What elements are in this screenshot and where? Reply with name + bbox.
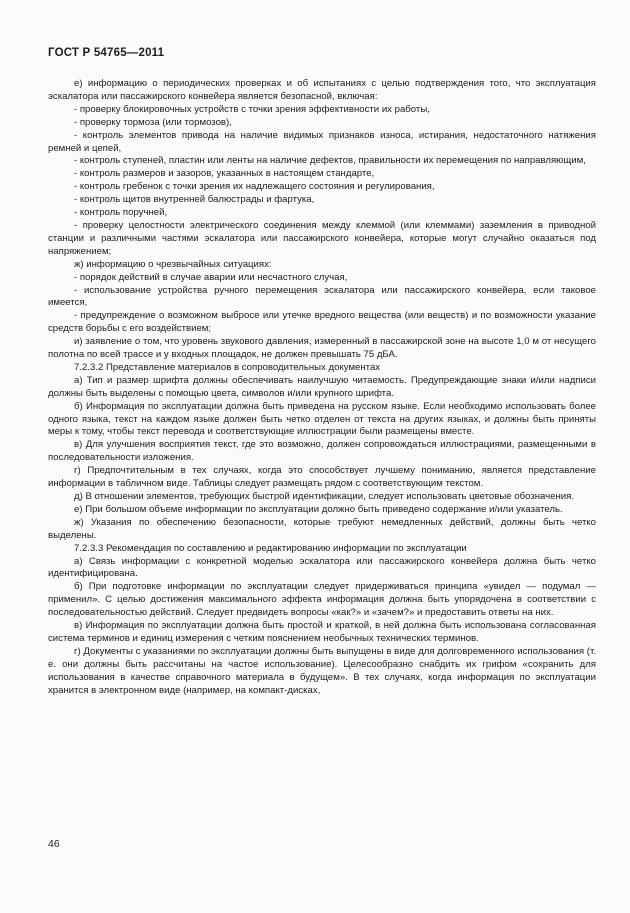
paragraph: е) При большом объеме информации по эксплуатации должно быть приведено содержание и/или указатель. [74, 503, 563, 515]
paragraph: д) В отношении элементов, требующих быстрой идентификации, следует использовать цветовые обозначения. [74, 491, 574, 502]
list-item: - контроль размеров и зазоров, указанных в настоящем стандарте, [74, 168, 375, 180]
paragraph: е) информацию о периодических проверках и об испытаниях с целью подтверждения того, что эксплуатация эскалатора или пассажирского конвейера является безопасной, включая: [48, 78, 596, 102]
list-item: - контроль элементов привода на наличие видимых признаков износа, истирания, недостаточного натяжения ремней и цепей, [48, 129, 596, 154]
paragraph: г) Предпочтительным в тех случаях, когда это способствует лучшему пониманию, является представление информации в табличном виде. Таблицы следует размещать рядом с соответствующим текстом. [48, 465, 596, 490]
list-item: - контроль ступеней, пластин или ленты на наличие дефектов, правильности их перемещения по направляющим, [74, 155, 586, 167]
paragraph: и) заявление о том, что уровень звукового давления, измеренный в пассажирской зоне на высоте 1,0 м от несущего полотна по всей трассе и у входных площадок, не должен превышать 75 дБА. [48, 336, 596, 361]
list-item: - проверку блокировочных устройств с точки зрения эффективности их работы, [74, 103, 430, 115]
page-number: 46 [48, 838, 60, 850]
section-heading: 7.2.3.3 Рекомендация по составлению и редактированию информации по эксплуатации [74, 542, 467, 554]
list-item: - контроль гребенок с точки зрения их надлежащего состояния и регулирования, [74, 181, 435, 193]
list-item: - порядок действий в случае аварии или несчастного случая, [74, 271, 348, 283]
paragraph: в) Информация по эксплуатации должна быть простой и краткой, в ней должна быть использована согласованная система терминов и единиц измерения с четким пояснением необычных технических терминов. [48, 620, 596, 644]
standard-header: ГОСТ Р 54765—2011 [48, 47, 165, 59]
paragraph: б) При подготовке информации по эксплуатации следует придерживаться принципа «увидел — подумал — применил». С целью достижения максимального эффекта информация должна быть упорядочена в соответствии с последовательностью действий. Следует предвидеть вопросы «как?» и «зачем?» и предоставить ответы на них. [48, 581, 596, 619]
paragraph: б) Информация по эксплуатации должна быть приведена на русском языке. Если необходимо использовать более одного языка, текст на каждом языке должен быть четко отделен от текста на других языках, и должны быть приняты меры к тому, чтобы текст перевода и соответствующие иллюстрации были размещены вместе. [48, 400, 596, 438]
paragraph: г) Документы с указаниями по эксплуатации должны быть выпущены в виде для долговременного использования (т. е. они должны быть рассчитаны на частое использование). Целесообразно снабдить их грифом «сохранить для использования в качестве справочного материала в будущем». В тех случаях, когда информация по эксплуатации хранится в электронном виде (например, на компакт-дисках, [48, 645, 596, 696]
list-item: - контроль поручней, [74, 207, 168, 219]
paragraph: ж) информацию о чрезвычайных ситуациях: [74, 258, 272, 270]
paragraph: ж) Указания по обеспечению безопасности, которые требуют немедленных действий, должны быть четко выделены. [48, 516, 596, 541]
paragraph: а) Тип и размер шрифта должны обеспечивать наилучшую читаемость. Предупреждающие знаки и/или надписи должны быть выделены с помощью цвета, символов и/или крупного шрифта. [48, 374, 596, 399]
paragraph: в) Для улучшения восприятия текст, где это возможно, должен сопровождаться иллюстрациями, размещенными в последовательности изложения. [48, 439, 596, 464]
body-text [48, 78, 596, 698]
paragraph: а) Связь информации с конкретной моделью эскалатора или пассажирского конвейера должна быть четко идентифицирована. [48, 555, 596, 580]
list-item: - контроль щитов внутренней балюстрады и фартука, [74, 194, 315, 206]
list-item: - проверку тормоза (или тормозов), [74, 116, 232, 128]
list-item: - предупреждение о возможном выбросе или утечке вредного вещества (или веществ) и по возможности указание средств борьбы с его воздействием; [48, 310, 596, 335]
list-item: - использование устройства ручного перемещения эскалатора или пассажирского конвейера, если таковое имеется, [48, 284, 596, 309]
section-heading: 7.2.3.2 Представление материалов в сопроводительных документах [74, 361, 381, 373]
list-item: - проверку целостности электрического соединения между клеммой (или клеммами) заземления в приводной станции и различными частями эскалатора или пассажирского конвейера, которые могут случайно оказаться под напряжением; [48, 219, 596, 257]
